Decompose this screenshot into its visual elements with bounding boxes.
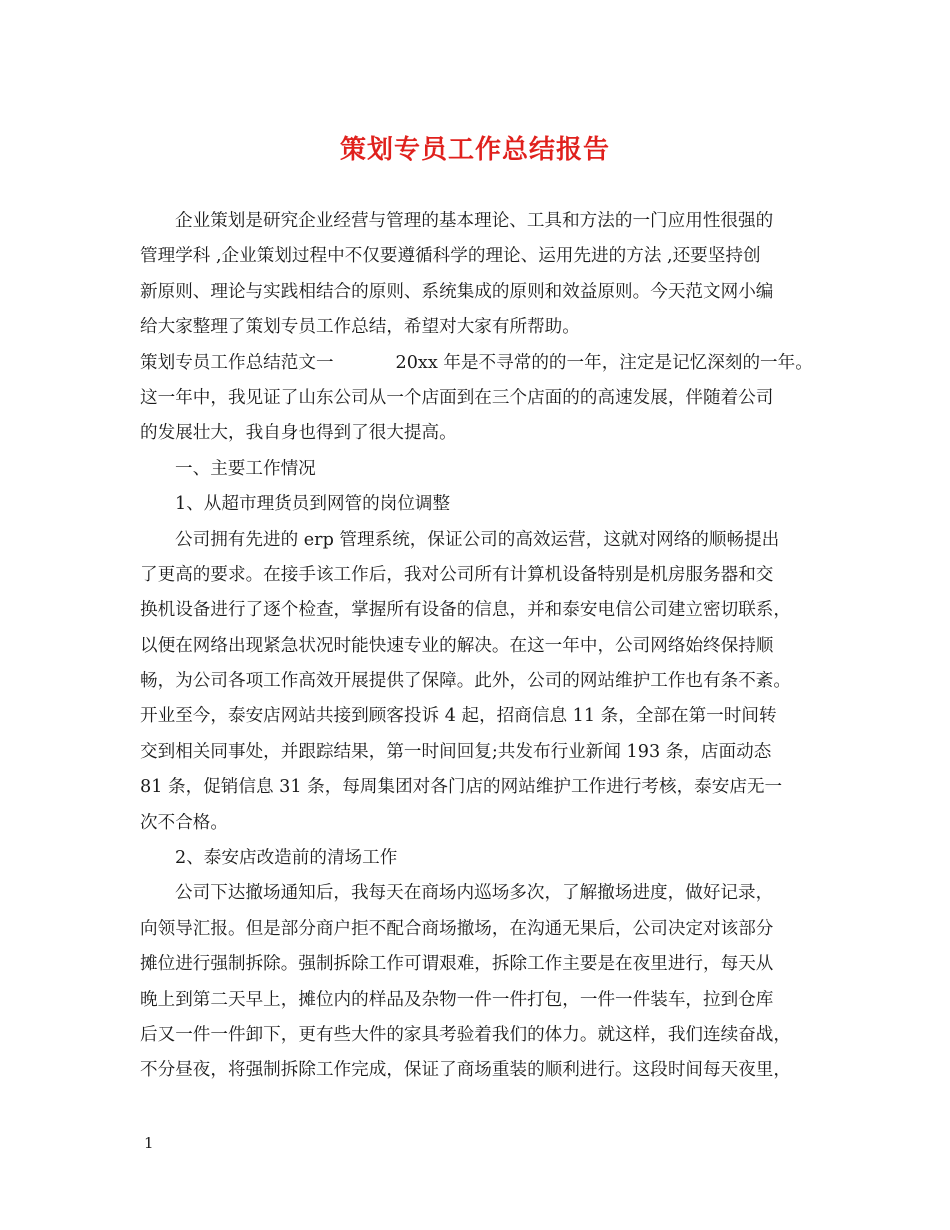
document-title: 策划专员工作总结报告 <box>339 135 610 165</box>
body-text-line: 81 条，促销信息 31 条，每周集团对各门店的网站维护工作进行考核，泰安店无一 <box>140 777 783 798</box>
body-text-segment: 20xx 年是不寻常的的一年，注定是记忆深刻的一年。 <box>395 352 813 373</box>
body-text-line: 后又一件一件卸下，更有些大件的家具考验着我们的体力。就这样，我们连续奋战， <box>140 1024 791 1045</box>
body-text-line: 的发展壮大，我自身也得到了很大提高。 <box>140 423 457 444</box>
body-text-line: 以便在网络出现紧急状况时能快速专业的解决。在这一年中，公司网络始终保持顺 <box>140 635 774 656</box>
page-number: 1 <box>144 1134 154 1152</box>
body-text-line: 企业策划是研究企业经营与管理的基本理论、工具和方法的一门应用性很强的 <box>175 211 774 231</box>
body-text-line <box>140 346 830 381</box>
body-text-line: 不分昼夜，将强制拆除工作完成，保证了商场重装的顺利进行。这段时间每天夜里， <box>140 1060 791 1081</box>
body-text-line: 畅，为公司各项工作高效开展提供了保障。此外，公司的网站维护工作也有条不紊。 <box>140 671 791 692</box>
body-text-line: 新原则、理论与实践相结合的原则、系统集成的原则和效益原则。今天范文网小编 <box>140 281 774 302</box>
body-text-line: 换机设备进行了逐个检查，掌握所有设备的信息，并和泰安电信公司建立密切联系， <box>140 600 791 621</box>
document-body <box>140 204 830 1089</box>
section-heading-text: 策划专员工作总结范文一 <box>140 352 334 373</box>
body-text-line: 2、泰安店改造前的清场工作 <box>175 848 398 869</box>
body-text-line: 交到相关同事处，并跟踪结果，第一时间回复;共发布行业新闻 193 条，店面动态 <box>140 741 772 762</box>
body-text-line: 向领导汇报。但是部分商户拒不配合商场撤场，在沟通无果后，公司决定对该部分 <box>140 918 774 939</box>
body-text-line: 这一年中，我见证了山东公司从一个店面到在三个店面的的高速发展，伴随着公司 <box>140 387 774 408</box>
body-text-line: 晚上到第二天早上，摊位内的样品及杂物一件一件打包，一件一件装车，拉到仓库 <box>140 989 774 1010</box>
body-text-line: 公司拥有先进的 erp 管理系统，保证公司的高效运营，这就对网络的顺畅提出 <box>175 529 780 550</box>
body-text-line: 给大家整理了策划专员工作总结，希望对大家有所帮助。 <box>140 317 580 338</box>
body-text-line: 开业至今，泰安店网站共接到顾客投诉 4 起，招商信息 11 条，全部在第一时间转 <box>140 706 777 727</box>
body-text-line: 次不合格。 <box>140 812 228 833</box>
body-text-line: 公司下达撤场通知后，我每天在商场内巡场多次，了解撤场进度，做好记录， <box>175 883 774 904</box>
body-text-line: 1、从超市理货员到网管的岗位调整 <box>175 494 451 515</box>
body-text-line: 一、主要工作情况 <box>175 458 316 479</box>
body-text-line: 管理学科 ,企业策划过程中不仅要遵循科学的理论、运用先进的方法 ,还要坚持创 <box>140 246 761 267</box>
body-text-line: 摊位进行强制拆除。强制拆除工作可谓艰难，拆除工作主要是在夜里进行，每天从 <box>140 954 774 975</box>
body-text-line: 了更高的要求。在接手该工作后，我对公司所有计算机设备特别是机房服务器和交 <box>140 564 774 585</box>
